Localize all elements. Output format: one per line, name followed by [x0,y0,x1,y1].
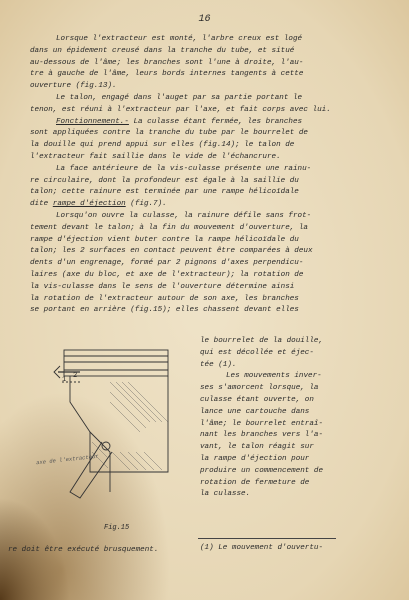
text-line: produire un commencement de [200,466,324,475]
text-line: Lorsque l'extracteur est monté, l'arbre creux est logé [56,35,303,43]
text-line: la rampe d'éjection pour [200,454,310,463]
text-line: lance une cartouche dans [200,407,310,416]
text-line: la douille qui prend appui sur elles (fig.14); le talon de [30,141,295,150]
text-line: nant les branches vers l'a- [200,431,324,440]
right-column-text [200,336,390,501]
text-line: la vis-culasse dans le sens de l'ouverture détermine ainsi [30,282,295,291]
text-line: rampe d'éjection vient buter contre la rampe hélicoïdale du [30,235,299,244]
extractor-pivot [102,442,110,450]
text-line: sont appliquées contre la tranche du tube par le bourrelet de [30,129,308,138]
text-line: re circulaire, dont la profondeur est égale à la saillie du [30,176,299,185]
text-line [30,117,382,129]
text-line: l'âme; le bourrelet entraî- [200,419,324,428]
text-line: la culasse. [200,490,251,499]
text-line: dans un épidement creusé dans la tranche du tube, et situé [30,46,295,55]
text-line: tenon, est réuni à l'extracteur par l'axe, et fait corps avec lui. [30,105,331,114]
text-line: culasse étant ouverte, on [200,395,314,404]
body-text [30,34,382,317]
paragraph-1 [30,34,382,93]
paragraph-2 [30,93,382,117]
text-line: Le talon, engagé dans l'auget par sa partie portant le [56,93,303,102]
footnote: (1) Le mouvement d'ouvertu- [200,544,324,552]
text-line: Les mouvements inver- [226,372,322,381]
text-line: l'extracteur fait saillie dans le vide de l'échancrure. [30,152,281,161]
text-line: tement devant le talon; à la fin du mouvement d'ouverture, la [30,223,308,232]
text-line: ouverture (fig.13). [30,82,117,91]
text-line: laires (axe du bloc, et axe de l'extracteur); la rotation de [30,270,304,279]
paragraph-4 [30,164,382,211]
text-line: La face antérieure de la vis-culasse présente une rainu- [56,164,312,173]
figure-caption: Fig.15 [104,524,130,532]
section-heading: Fonctionnement.- [56,117,129,126]
text-fragment: La culasse étant fermée, les branches [128,117,303,126]
text-line: dite rampe d'éjection (fig.7). [30,200,167,209]
text-line: qui est décollée et éjec- [200,348,314,357]
text-line: talon; cette rainure est terminée par une rampe hélicoïdale [30,188,299,197]
footnote-divider [198,538,336,539]
text-line: dents d'un engrenage, formé par 2 pignons d'axes perpendicu- [30,259,304,268]
page-number: 16 [198,14,211,25]
underlined-term: rampe d'éjection [52,200,126,209]
text-line: tre à gauche de l'âme, leurs bords internes tangents à cette [30,70,304,79]
extractor-figure [50,342,172,520]
text-line: la rotation de l'extracteur autour de son axe, les branches [30,294,299,303]
text-line: au-dessous de l'âme; les branches sont l'une à droite, l'au- [30,58,304,67]
text-line: rotation de fermeture de [200,478,310,487]
text-line: Lorsqu'on ouvre la culasse, la rainure défile sans frot- [56,211,312,220]
figure-label-2: 2 [73,372,78,380]
bottom-continuation-text: re doit être exécuté brusquement. [8,546,159,554]
text-line: vant, le talon réagit sur [200,443,314,452]
paragraph-5 [30,211,382,317]
text-line: tée (1). [200,360,237,369]
text-line: le bourrelet de la douille, [200,337,324,345]
figure-axis-label: axe de l'extracteur [35,452,99,467]
text-line: talon; les 2 surfaces en contact peuvent être comparées à deux [30,247,313,256]
text-line: ses s'amorcent lorsque, la [200,384,319,393]
paragraph-3 [30,117,382,164]
text-line: se portant en arrière (fig.15); elles chassent devant elles [30,306,299,315]
figure-label-1: 1 [62,376,67,384]
